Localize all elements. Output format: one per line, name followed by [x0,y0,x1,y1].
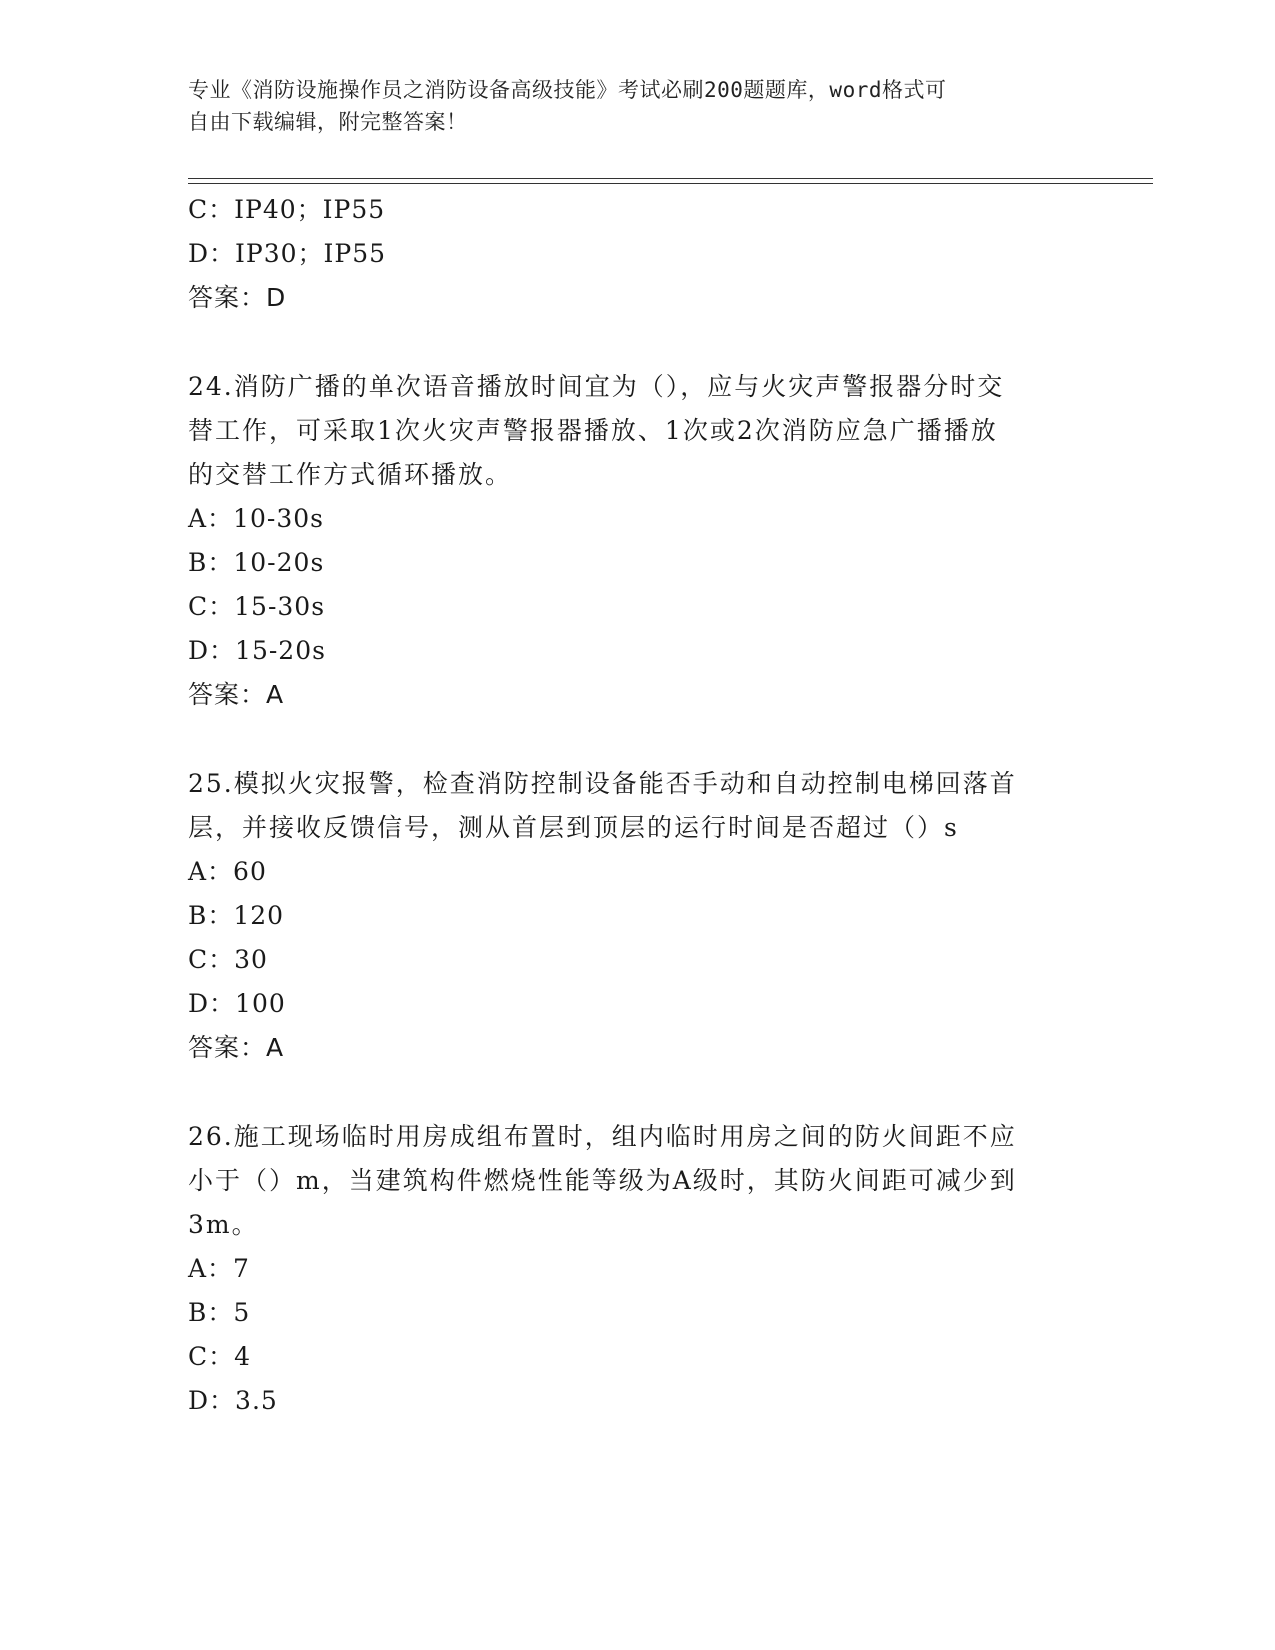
q24-text-line-3: 的交替工作方式循环播放。 [188,460,513,489]
q24-option-a: A：10-30s [188,504,324,533]
q26-text-line-2: 小于（）m，当建筑构件燃烧性能等级为A级时，其防火间距可减少到 [188,1166,1017,1195]
q26-option-a: A：7 [188,1254,250,1283]
q25-option-a: A：60 [188,857,267,886]
q26-option-d: D：3.5 [188,1386,278,1415]
q25-option-c: C：30 [188,945,268,974]
q24-text-line-1: 24.消防广播的单次语音播放时间宜为（），应与火灾声警报器分时交 [188,372,1005,401]
q25-answer: 答案：A [188,1033,285,1062]
header-line-2: 自由下载编辑，附完整答案！ [188,110,468,134]
header-divider-top [188,178,1153,179]
q25-option-b: B：120 [188,901,285,930]
q24-text-line-2: 替工作，可采取1次火灾声警报器播放、1次或2次消防应急广播播放 [188,416,998,445]
q24-answer: 答案：A [188,680,285,709]
q25-text-line-1: 25.模拟火灾报警，检查消防控制设备能否手动和自动控制电梯回落首 [188,769,1017,798]
q26-text-line-1: 26.施工现场临时用房成组布置时，组内临时用房之间的防火间距不应 [188,1122,1017,1151]
q25-text-line-2: 层，并接收反馈信号，测从首层到顶层的运行时间是否超过（）s [188,813,959,842]
q26-text-line-3: 3m。 [188,1210,259,1239]
q23-answer: 答案：D [188,283,287,312]
header-divider-bottom [188,183,1153,184]
q26-option-b: B：5 [188,1298,251,1327]
q24-option-d: D：15-20s [188,636,326,665]
page-header [188,74,1088,138]
q23-option-c: C：IP40；IP55 [188,195,386,224]
q25-option-d: D：100 [188,989,286,1018]
q23-option-d: D：IP30；IP55 [188,239,387,268]
q24-option-b: B：10-20s [188,548,325,577]
q26-option-c: C：4 [188,1342,252,1371]
header-line-1: 专业《消防设施操作员之消防设备高级技能》考试必刷200题题库，word格式可 [188,78,947,102]
q24-option-c: C：15-30s [188,592,326,621]
